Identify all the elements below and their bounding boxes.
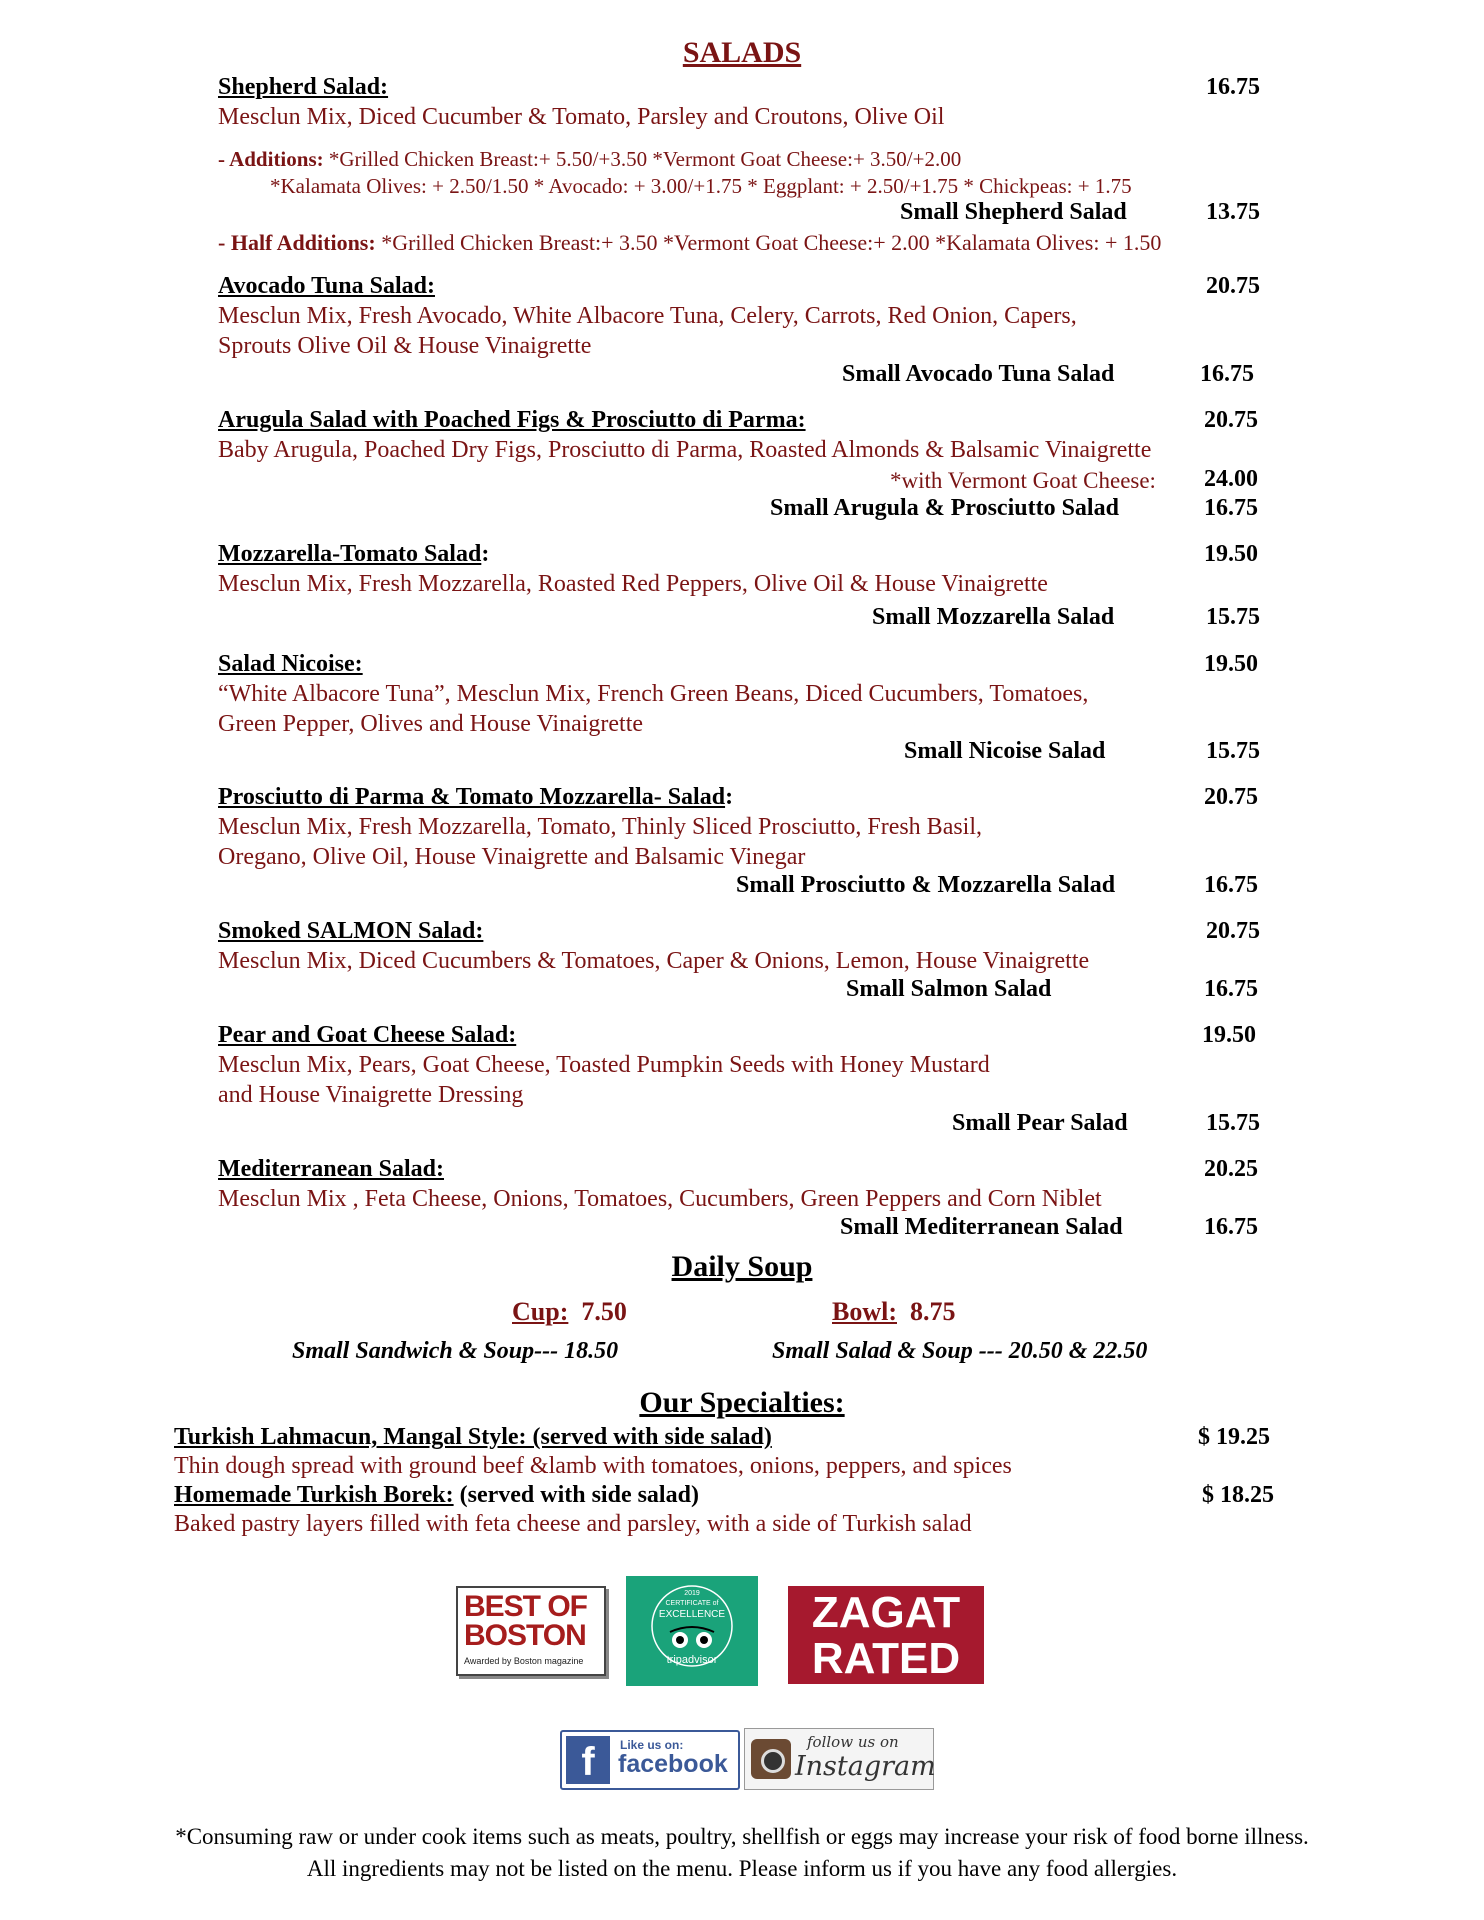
small-salmon-name: Small Salmon Salad bbox=[846, 976, 1052, 1002]
shepherd-half-additions bbox=[218, 230, 1161, 256]
lahmacun-note: (served with side salad) bbox=[532, 1424, 772, 1450]
pear-name: Pear and Goat Cheese Salad: bbox=[218, 1022, 517, 1048]
additions-label: - Additions: bbox=[218, 147, 324, 171]
borek-name: Homemade Turkish Borek: bbox=[174, 1482, 454, 1508]
prosciutto-desc2: Oregano, Olive Oil, House Vinaigrette and Balsamic Vinegar bbox=[218, 844, 806, 870]
ta-excellence: EXCELLENCE bbox=[658, 1609, 726, 1620]
shepherd-salad-desc: Mesclun Mix, Diced Cucumber & Tomato, Parsley and Croutons, Olive Oil bbox=[218, 104, 945, 130]
avocado-tuna-desc1: Mesclun Mix, Fresh Avocado, White Albacore Tuna, Celery, Carrots, Red Onion, Capers, bbox=[218, 303, 1077, 329]
small-nicoise-price: 15.75 bbox=[1206, 738, 1260, 764]
small-nicoise-name: Small Nicoise Salad bbox=[904, 738, 1106, 764]
ta-cert: CERTIFICATE of bbox=[665, 1600, 719, 1607]
ig-follow-label: follow us on bbox=[807, 1733, 899, 1751]
mediterranean-price: 20.25 bbox=[1204, 1156, 1258, 1182]
bob-sub: Awarded by Boston magazine bbox=[464, 1656, 584, 1666]
zagat-rated-badge bbox=[788, 1586, 984, 1684]
prosciutto-desc1: Mesclun Mix, Fresh Mozzarella, Tomato, Thinly Sliced Prosciutto, Fresh Basil, bbox=[218, 814, 983, 840]
lahmacun-price: $ 19.25 bbox=[1198, 1424, 1270, 1450]
lahmacun-desc: Thin dough spread with ground beef &lamb with tomatoes, onions, peppers, and spices bbox=[174, 1453, 1012, 1479]
small-mozzarella-price: 15.75 bbox=[1206, 604, 1260, 630]
specialties-heading: Our Specialties: bbox=[639, 1386, 845, 1419]
small-pear-name: Small Pear Salad bbox=[952, 1110, 1128, 1136]
small-arugula-price: 16.75 bbox=[1204, 495, 1258, 521]
mozzarella-name-text: Mozzarella-Tomato Salad bbox=[218, 541, 482, 567]
prosciutto-name bbox=[218, 784, 733, 811]
nicoise-price: 19.50 bbox=[1204, 651, 1258, 677]
zagat-line2: RATED bbox=[811, 1634, 961, 1683]
fb-like-label: Like us on: bbox=[620, 1738, 684, 1752]
arugula-name: Arugula Salad with Poached Figs & Prosciutto di Parma: bbox=[218, 407, 806, 433]
arugula-desc: Baby Arugula, Poached Dry Figs, Prosciutto di Parma, Roasted Almonds & Balsamic Vinaigrette bbox=[218, 437, 1152, 463]
pear-desc2: and House Vinaigrette Dressing bbox=[218, 1082, 524, 1108]
salmon-name: Smoked SALMON Salad: bbox=[218, 918, 484, 944]
bowl-label: Bowl: bbox=[832, 1297, 897, 1326]
arugula-price: 20.75 bbox=[1204, 407, 1258, 433]
arugula-goat-label: *with Vermont Goat Cheese: bbox=[890, 468, 1156, 493]
additions-line1: *Grilled Chicken Breast:+ 5.50/+3.50 *Vermont Goat Cheese:+ 3.50/+2.00 bbox=[323, 147, 962, 171]
footer-warning-line2: All ingredients may not be listed on the menu. Please inform us if you have any food allergies. bbox=[306, 1856, 1178, 1881]
facebook-f-icon: f bbox=[566, 1736, 610, 1784]
tripadvisor-badge bbox=[626, 1576, 758, 1686]
mozzarella-price: 19.50 bbox=[1204, 541, 1258, 567]
small-salmon-price: 16.75 bbox=[1204, 976, 1258, 1002]
mediterranean-name: Mediterranean Salad: bbox=[218, 1156, 444, 1182]
shepherd-salad-name: Shepherd Salad: bbox=[218, 74, 389, 100]
lahmacun-title bbox=[174, 1424, 772, 1451]
mozzarella-colon: : bbox=[481, 541, 490, 567]
cup-price: 7.50 bbox=[581, 1297, 627, 1326]
avocado-tuna-name: Avocado Tuna Salad: bbox=[218, 273, 435, 299]
small-avocado-price: 16.75 bbox=[1200, 361, 1254, 387]
prosciutto-price: 20.75 bbox=[1204, 784, 1258, 810]
prosciutto-name-text: Prosciutto di Parma & Tomato Mozzarella- Salad bbox=[218, 784, 726, 810]
shepherd-salad-price: 16.75 bbox=[1206, 74, 1260, 100]
pear-price: 19.50 bbox=[1202, 1022, 1256, 1048]
pear-desc1: Mesclun Mix, Pears, Goat Cheese, Toasted Pumpkin Seeds with Honey Mustard bbox=[218, 1052, 990, 1078]
ta-year: 2019 bbox=[684, 1590, 700, 1597]
fb-brand: facebook bbox=[618, 1750, 728, 1778]
nicoise-desc1: “White Albacore Tuna”, Mesclun Mix, French Green Beans, Diced Cucumbers, Tomatoes, bbox=[218, 681, 1089, 707]
borek-desc: Baked pastry layers filled with feta cheese and parsley, with a side of Turkish salad bbox=[174, 1511, 972, 1537]
footer-warning-line1: *Consuming raw or under cook items such as meats, poultry, shellfish or eggs may increase your risk of food borne illness. bbox=[175, 1824, 1309, 1849]
nicoise-desc2: Green Pepper, Olives and House Vinaigrette bbox=[218, 711, 644, 737]
bob-line2: BOSTON bbox=[464, 1619, 586, 1652]
small-mediterranean-price: 16.75 bbox=[1204, 1214, 1258, 1240]
small-shepherd-price: 13.75 bbox=[1206, 199, 1260, 225]
best-of-boston-badge bbox=[456, 1586, 606, 1676]
salmon-desc: Mesclun Mix, Diced Cucumbers & Tomatoes, Caper & Onions, Lemon, House Vinaigrette bbox=[218, 948, 1090, 974]
nicoise-name: Salad Nicoise: bbox=[218, 651, 363, 677]
borek-note: (served with side salad) bbox=[453, 1482, 699, 1508]
borek-title bbox=[174, 1482, 699, 1509]
shepherd-additions-line2: *Kalamata Olives: + 2.50/1.50 * Avocado: + 3.00/+1.75 * Eggplant: + 2.50/+1.75 * Chickpeas: + 1.75 bbox=[270, 174, 1132, 198]
small-arugula-name: Small Arugula & Prosciutto Salad bbox=[770, 495, 1119, 521]
lahmacun-name: Turkish Lahmacun, Mangal Style: bbox=[174, 1424, 533, 1450]
arugula-goat-price: 24.00 bbox=[1204, 466, 1258, 492]
daily-soup-heading: Daily Soup bbox=[671, 1250, 813, 1283]
instagram-follow-button[interactable] bbox=[744, 1728, 934, 1790]
salads-heading: SALADS bbox=[682, 36, 802, 69]
salmon-price: 20.75 bbox=[1206, 918, 1260, 944]
shepherd-additions bbox=[218, 147, 961, 172]
cup-label: Cup: bbox=[512, 1297, 569, 1326]
bowl-line bbox=[832, 1297, 956, 1327]
half-additions-text: *Grilled Chicken Breast:+ 3.50 *Vermont Goat Cheese:+ 2.00 *Kalamata Olives: + 1.50 bbox=[375, 230, 1162, 255]
mozzarella-desc: Mesclun Mix, Fresh Mozzarella, Roasted Red Peppers, Olive Oil & House Vinaigrette bbox=[218, 571, 1048, 597]
small-prosciutto-price: 16.75 bbox=[1204, 872, 1258, 898]
zagat-line1: ZAGAT bbox=[811, 1588, 961, 1637]
small-avocado-name: Small Avocado Tuna Salad bbox=[842, 361, 1115, 387]
salad-soup-combo: Small Salad & Soup --- 20.50 & 22.50 bbox=[772, 1338, 1148, 1364]
prosciutto-colon: : bbox=[725, 784, 734, 810]
facebook-like-button[interactable] bbox=[560, 1730, 740, 1790]
mediterranean-desc: Mesclun Mix , Feta Cheese, Onions, Tomatoes, Cucumbers, Green Peppers and Corn Niblet bbox=[218, 1186, 1102, 1212]
ig-brand: Instagram bbox=[795, 1751, 936, 1782]
mozzarella-name bbox=[218, 541, 489, 568]
half-additions-label: - Half Additions: bbox=[218, 230, 376, 255]
small-mediterranean-name: Small Mediterranean Salad bbox=[840, 1214, 1123, 1240]
avocado-tuna-price: 20.75 bbox=[1206, 273, 1260, 299]
sandwich-soup-combo: Small Sandwich & Soup--- 18.50 bbox=[292, 1338, 619, 1364]
bowl-price: 8.75 bbox=[910, 1297, 956, 1326]
borek-price: $ 18.25 bbox=[1202, 1482, 1274, 1508]
small-prosciutto-name: Small Prosciutto & Mozzarella Salad bbox=[736, 872, 1116, 898]
instagram-camera-icon bbox=[751, 1739, 791, 1779]
small-mozzarella-name: Small Mozzarella Salad bbox=[872, 604, 1115, 630]
bob-line1: BEST OF bbox=[464, 1590, 588, 1623]
avocado-tuna-desc2: Sprouts Olive Oil & House Vinaigrette bbox=[218, 333, 592, 359]
ta-brand: tripadvisor bbox=[666, 1654, 718, 1666]
small-pear-price: 15.75 bbox=[1206, 1110, 1260, 1136]
small-shepherd-name: Small Shepherd Salad bbox=[900, 199, 1127, 225]
cup-line bbox=[512, 1297, 627, 1327]
